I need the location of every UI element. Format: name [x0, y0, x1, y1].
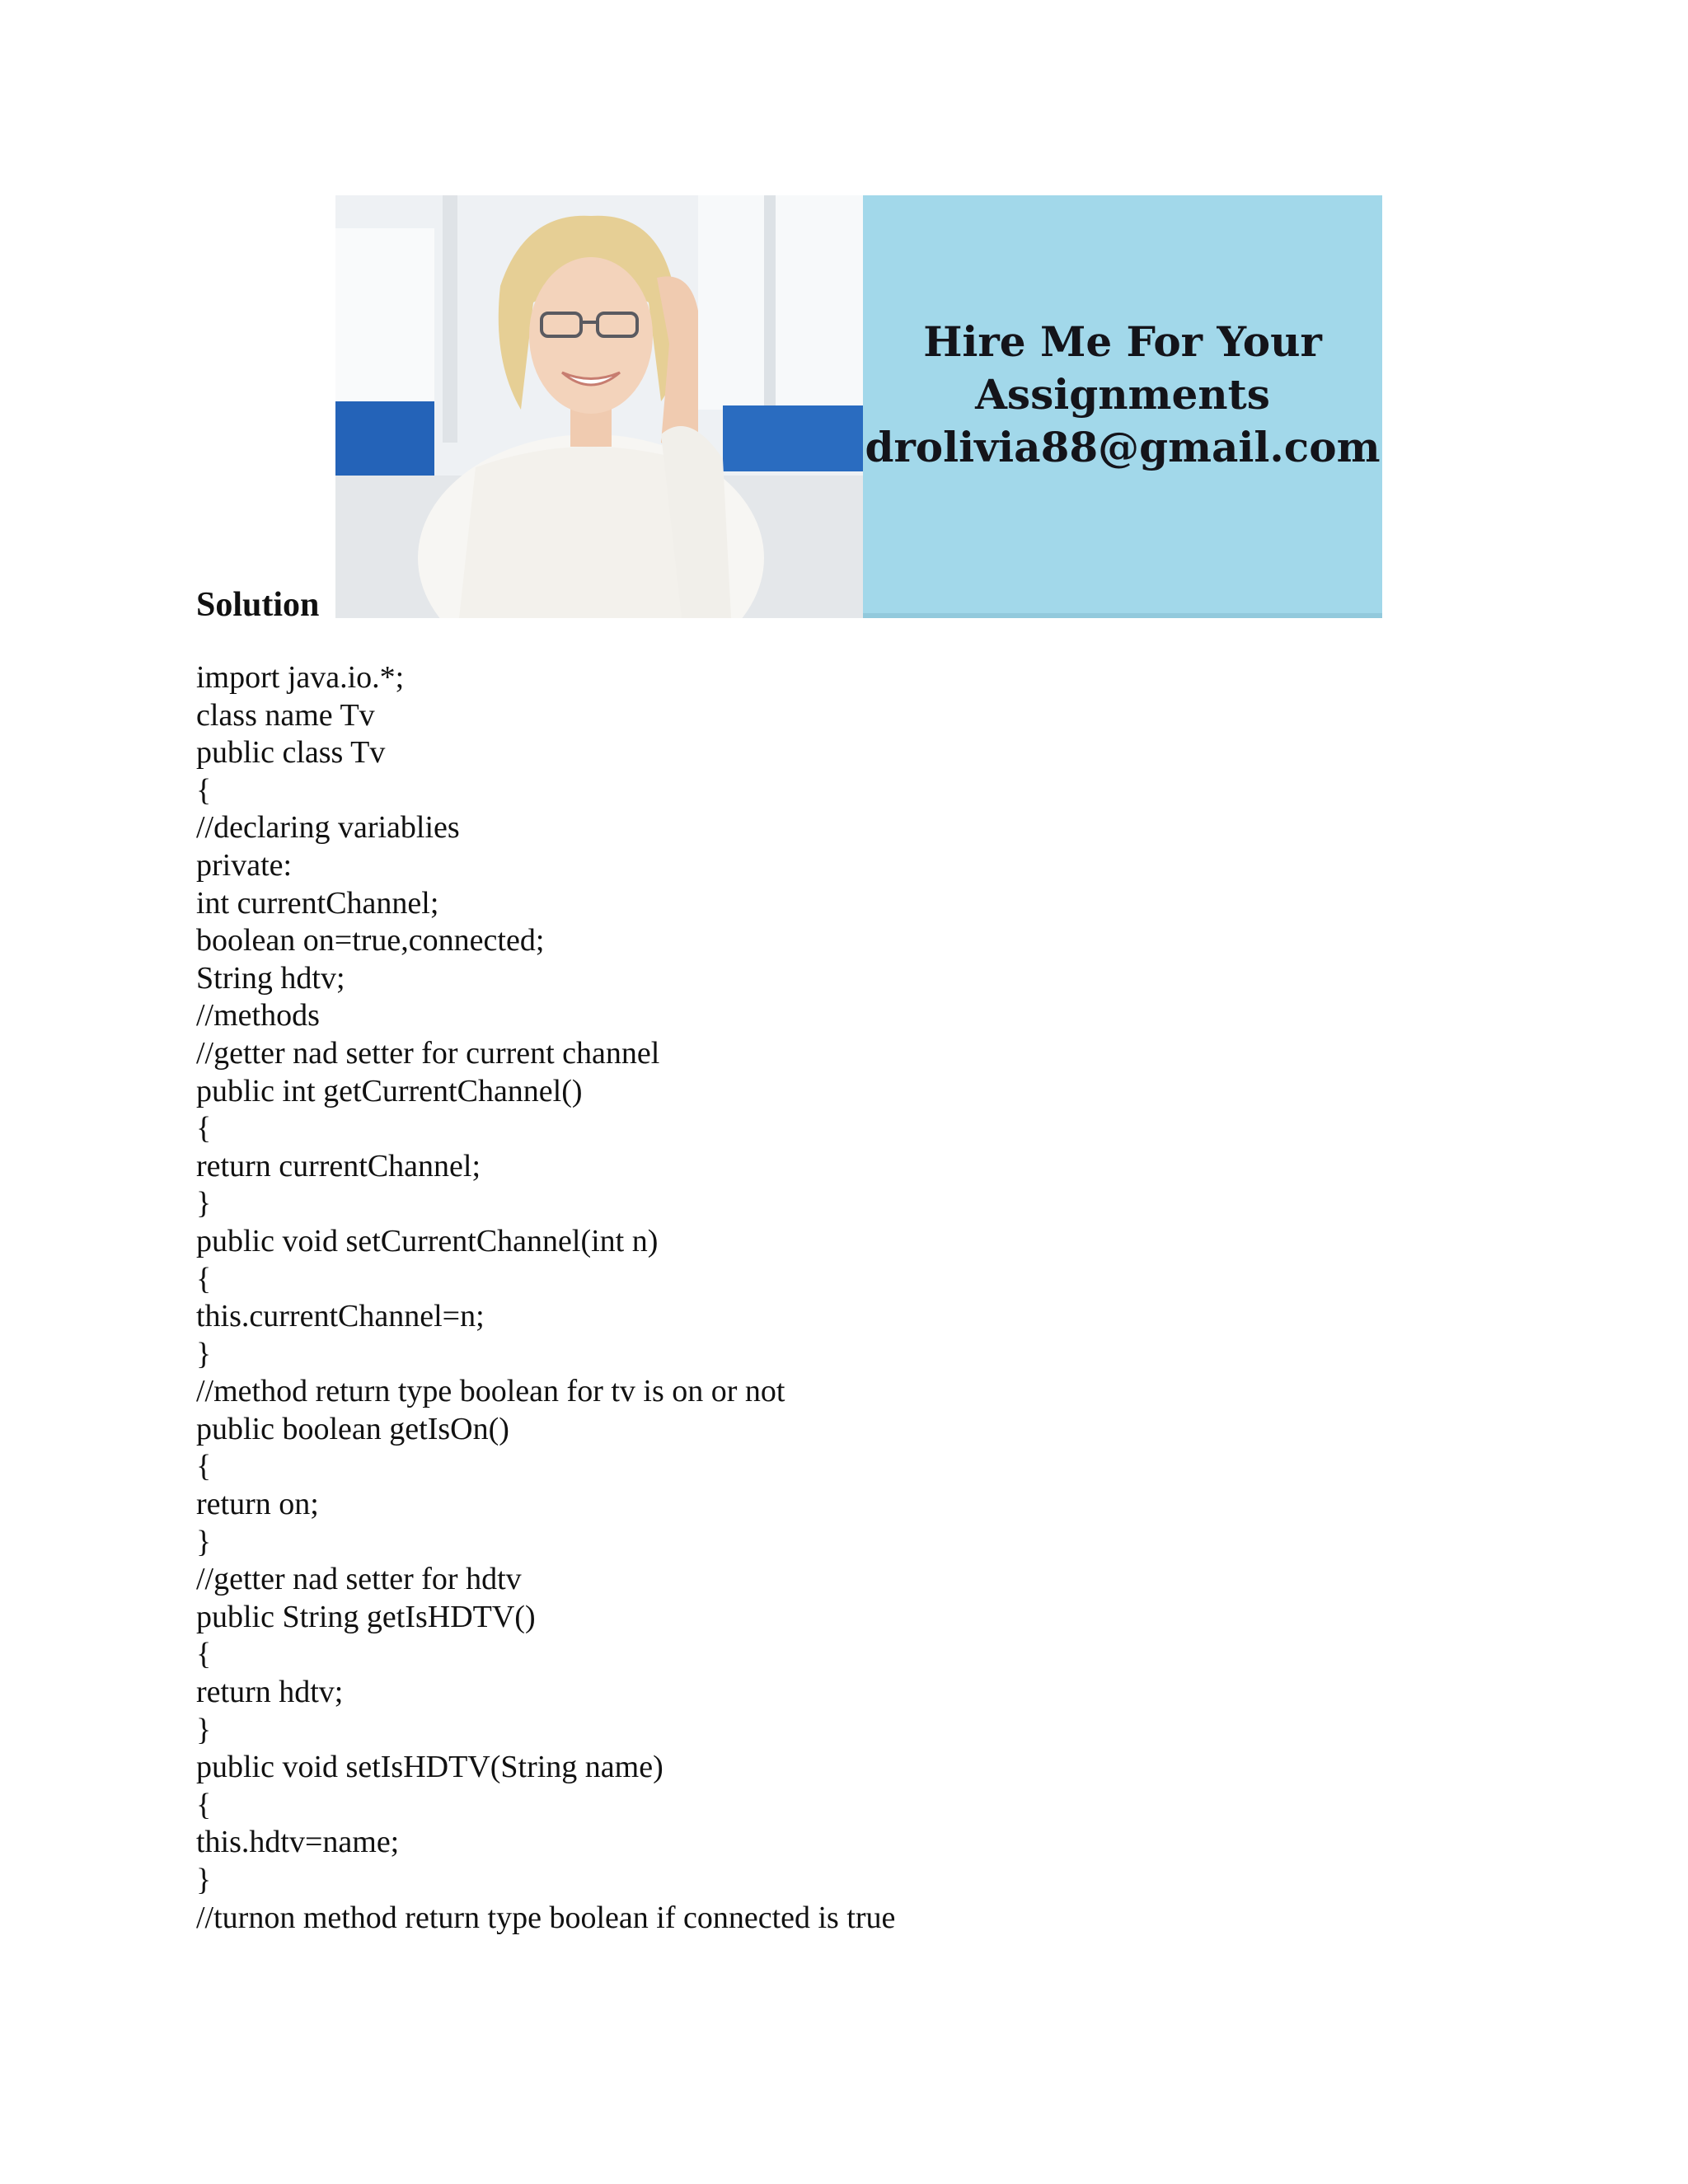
code-line: { — [196, 772, 212, 808]
code-line: } — [196, 1712, 212, 1747]
banner-line-2: Assignments — [975, 369, 1270, 419]
code-line: public int getCurrentChannel() — [196, 1073, 583, 1108]
code-line: int currentChannel; — [196, 885, 439, 921]
code-line: { — [196, 1787, 212, 1822]
code-line: public class Tv — [196, 735, 386, 771]
code-line: //getter nad setter for current channel — [196, 1035, 660, 1071]
banner-contact-panel — [863, 195, 1382, 618]
code-line: } — [196, 1186, 212, 1221]
code-line: { — [196, 1637, 212, 1672]
banner-email: drolivia88@gmail.com — [865, 422, 1381, 471]
code-line: import java.io.*; — [196, 660, 405, 695]
banner-text — [865, 316, 1380, 474]
code-line: //methods — [196, 998, 320, 1033]
code-line: } — [196, 1524, 212, 1559]
code-line: boolean on=true,connected; — [196, 923, 545, 958]
code-line: public String getIsHDTV() — [196, 1599, 536, 1634]
code-line: { — [196, 1261, 212, 1296]
code-line: private: — [196, 847, 293, 883]
code-line: public void setIsHDTV(String name) — [196, 1750, 663, 1785]
solution-heading: Solution — [196, 586, 320, 624]
java-code-block — [196, 659, 895, 1937]
code-line: public void setCurrentChannel(int n) — [196, 1223, 659, 1258]
code-line: String hdtv; — [196, 960, 345, 996]
code-line: //getter nad setter for hdtv — [196, 1562, 522, 1597]
code-line: public boolean getIsOn() — [196, 1411, 509, 1446]
code-line: return hdtv; — [196, 1675, 344, 1710]
code-line: return currentChannel; — [196, 1148, 481, 1183]
code-line: class name Tv — [196, 697, 375, 733]
code-line: this.currentChannel=n; — [196, 1299, 485, 1334]
banner-line-1: Hire Me For Your — [923, 316, 1322, 366]
code-line: //method return type boolean for tv is on or not — [196, 1374, 785, 1409]
code-line: { — [196, 1111, 212, 1146]
advertisement-banner — [335, 195, 1382, 618]
code-line: { — [196, 1449, 212, 1484]
code-line: } — [196, 1336, 212, 1371]
code-line: this.hdtv=name; — [196, 1825, 400, 1860]
code-line: //turnon method return type boolean if connected is true — [196, 1900, 896, 1935]
banner-photo — [335, 195, 863, 618]
code-line: } — [196, 1863, 212, 1897]
woman-with-glasses-photo — [335, 195, 863, 618]
code-line: return on; — [196, 1487, 319, 1522]
code-line: //declaring variablies — [196, 810, 460, 846]
